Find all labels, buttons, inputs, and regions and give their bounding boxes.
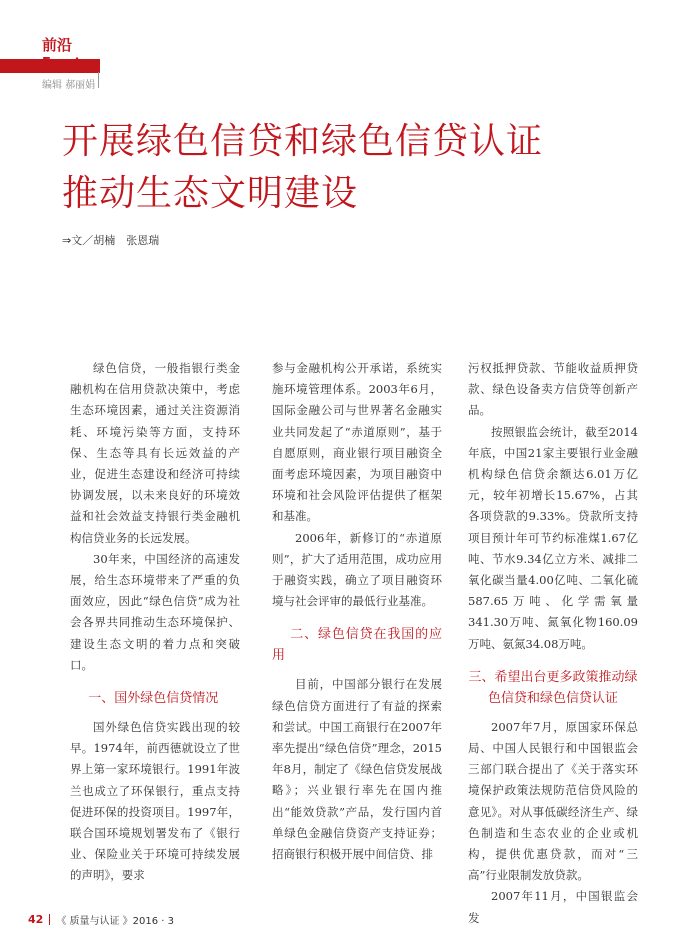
article-title xyxy=(62,116,662,220)
section-heading-3: 三、希望出台更多政策推动绿色信贷和绿色信贷认证 xyxy=(468,669,638,706)
article-title-line-2: 推动生态文明建设 xyxy=(62,173,359,214)
footer-divider xyxy=(49,914,50,925)
editor-credit: 编辑 郝丽娟 xyxy=(42,80,96,91)
paragraph: 参与金融机构公开承诺，系统实施环境管理体系。2003年6月，国际金融公司与世界著名金融实业共同发起了“赤道原则”，基于自愿原则，商业银行项目融资全面考虑环境因素，为项目融资中环境和社会风险评估提供了框架和基准。 xyxy=(272,361,442,524)
paragraph: 国外绿色信贷实践出现的较早。1974年，前西德就设立了世界上第一家环境银行。1991年波兰也成立了环保银行，重点支持促进环保的投资项目。1997年，联合国环境规划署发布了《银行业、保险业关于环境可持续发展的声明》，要求 xyxy=(70,720,240,883)
paragraph: 2007年11月，中国银监会发 xyxy=(468,889,638,925)
page-footer xyxy=(28,912,174,927)
paragraph: 2007年7月，原国家环保总局、中国人民银行和中国银监会三部门联合提出了《关于落实环境保护政策法规防范信贷风险的意见》。对从事低碳经济生产、绿色制造和生态农业的企业或机构，提供优惠贷款，而对“三高”行业限制发放贷款。 xyxy=(468,719,638,883)
paragraph: 污权抵押贷款、节能收益质押贷款、绿色设备卖方信贷等创新产品。 xyxy=(468,361,638,418)
section-divider xyxy=(98,72,99,88)
section-title-cn: 前沿 xyxy=(42,36,73,54)
section-red-bar xyxy=(0,59,100,73)
article-title-line-1: 开展绿色信贷和绿色信贷认证 xyxy=(62,121,544,162)
byline: ⇒文／胡楠 张恩瑞 xyxy=(62,234,160,247)
column-3 xyxy=(468,358,638,929)
paragraph: 按照银监会统计，截至2014年底，中国21家主要银行业金融机构绿色信贷余额达6.01万亿元，较年初增长15.67%，占其各项贷款的9.33%。贷款所支持项目预计年可节约标准煤1.67亿吨、节水9.34亿立方米、减排二氧化碳当量4.00亿吨、二氧化硫587.65万吨、化学需氧量341.30万吨、氮氧化物160.09万吨、氨氮34.08万吨。 xyxy=(468,424,638,651)
paragraph: 2006年，新修订的“赤道原则”，扩大了适用范围，成功应用于融资实践，确立了项目融资环境与社会评审的最低行业基准。 xyxy=(272,530,442,609)
paragraph: 30年来，中国经济的高速发展，给生态环境带来了严重的负面效应，因此“绿色信贷”成为社会各界共同推动生态环境保护、建设生态文明的着力点和突破口。 xyxy=(70,551,240,672)
column-2 xyxy=(272,358,442,865)
column-1 xyxy=(70,358,240,887)
paragraph: 目前，中国部分银行在发展绿色信贷方面进行了有益的探索和尝试。中国工商银行在2007年率先提出“绿色信贷”理念，2015年8月，制定了《绿色信贷发展战略》；兴业银行率先在国内推出“能效贷款”产品，发行国内首单绿色金融信贷资产支持证券；招商银行积极开展中间信贷、排 xyxy=(272,677,442,862)
section-heading-2: 二、绿色信贷在我国的应用 xyxy=(272,627,442,664)
paragraph: 绿色信贷，一般指银行类金融机构在信用贷款决策中，考虑生态环境因素，通过关注资源消耗、环境污染等方面，支持环保、生态等具有长远效益的产业，促进生态建设和经济可持续协调发展，以未来良好的环境效益和社会效益支持银行类金融机构信贷业务的长远发展。 xyxy=(70,361,240,545)
section-heading-1: 一、国外绿色信贷情况 xyxy=(88,691,219,707)
journal-name: 《 质量与认证 》2016 · 3 xyxy=(56,916,175,927)
page-number: 42 xyxy=(28,913,44,926)
